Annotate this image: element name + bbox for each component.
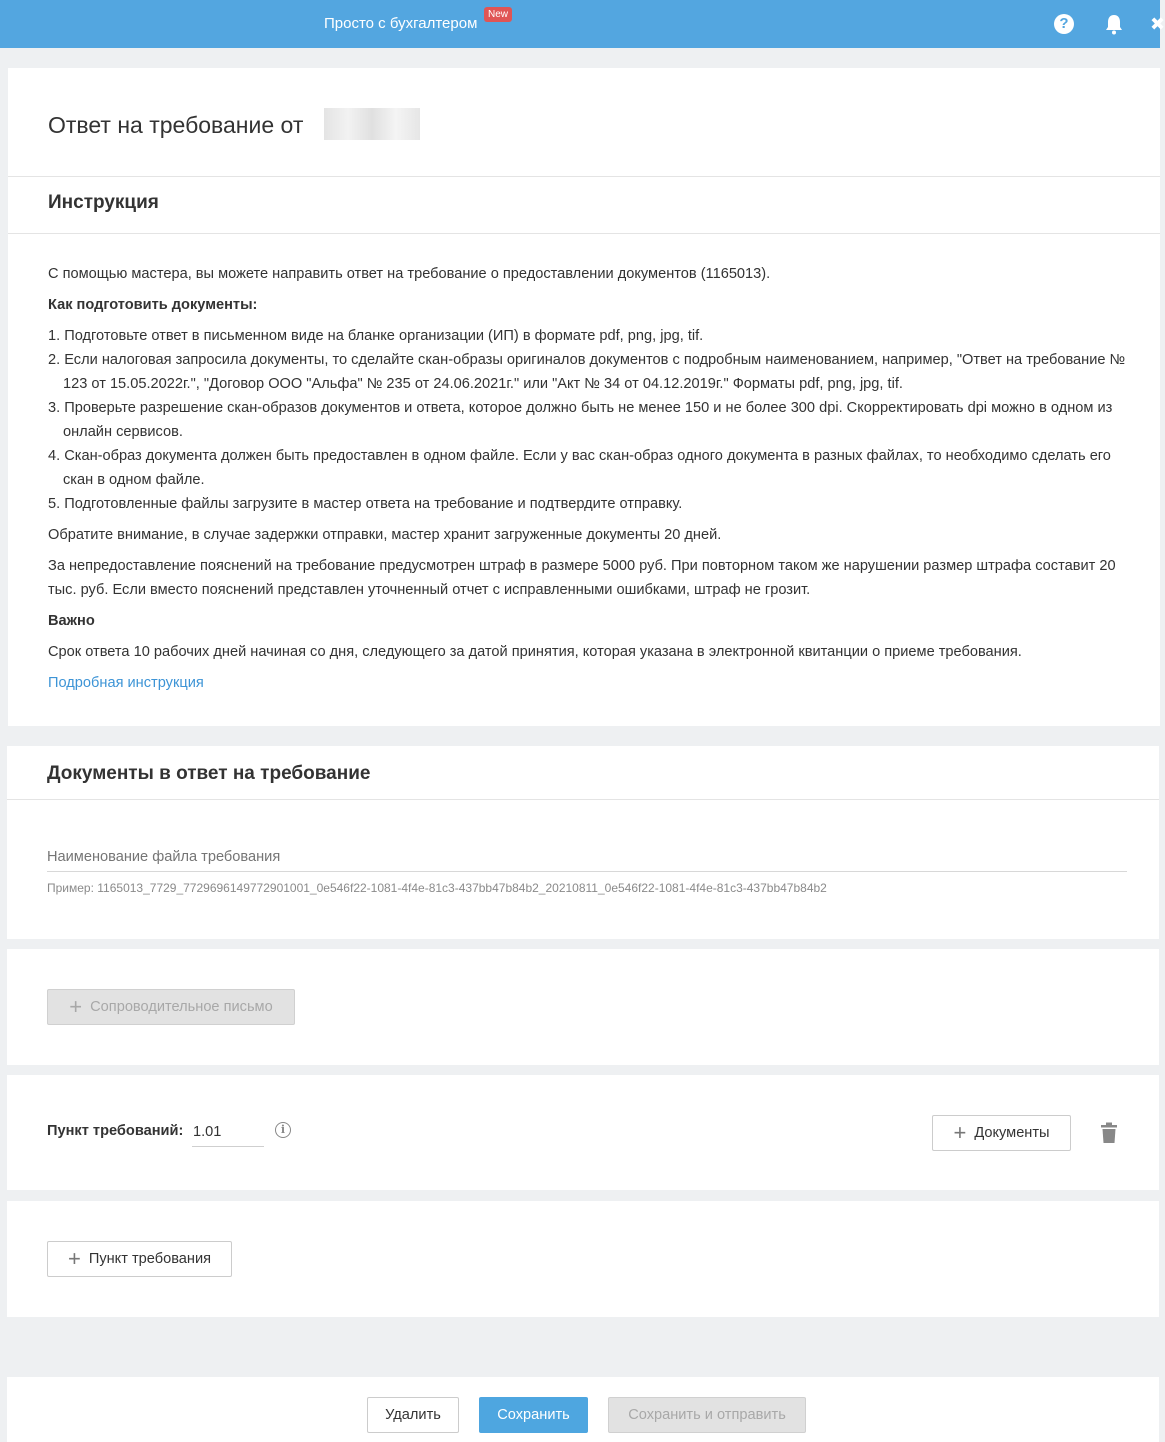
documents-title: Документы в ответ на требование [47,763,371,784]
instructions-title: Инструкция [48,192,159,213]
requirement-item-input[interactable] [192,1117,264,1147]
divider [7,799,1159,800]
add-requirement-item-button[interactable] [47,1241,232,1277]
requirement-item-card [7,1075,1159,1190]
bell-icon[interactable] [1104,13,1124,35]
deadline-text: Срок ответа 10 рабочих дней начиная со дня, следующего за датой принятия, которая указана в электронной квитанции о приеме требования. [48,644,1022,660]
list-item: 1. Подготовьте ответ в письменном виде на бланке организации (ИП) в формате pdf, png, jpg, tif. [48,328,704,344]
button-label: Документы [974,1125,1050,1141]
redacted-date [324,108,420,140]
documents-card [7,746,1159,939]
note-penalty: За непредоставление пояснений на требование предусмотрен штраф в размере 5000 руб. При повторном таком же нарушении размер штрафа составит 20 тыс. руб. Если вместо пояснений представлен уточненный отчет с исправленными ошибками, штраф не грозит. [48,558,1116,598]
button-label: Сопроводительное письмо [90,999,273,1015]
add-item-card [7,1201,1159,1317]
help-icon[interactable]: ? [1054,14,1074,34]
trash-icon[interactable] [1100,1122,1118,1144]
save-button[interactable]: Сохранить [479,1397,588,1433]
list-item: 5. Подготовленные файлы загрузите в мастер ответа на требование и подтвердите отправку. [48,496,683,512]
list-item: 2. Если налоговая запросила документы, то сделайте скан-образы оригиналов документов с подробным наименованием, например, "Ответ на требование № 123 от 15.05.2022г.", "Договор ООО "Альфа" № 235 от 24.06.2021г." или "Акт № 34 от 04.12.2019г." Форматы pdf, png, jpg, tif. [48,352,1126,392]
add-cover-letter-button[interactable] [47,989,295,1025]
add-documents-button[interactable] [932,1115,1071,1151]
list-item: 4. Скан-образ документа должен быть предоставлен в одном файле. Если у вас скан-образ одного документа в разных файлах, то необходимо сделать его скан в одном файле. [48,448,1111,488]
plus-icon: + [953,1120,967,1145]
page-header-card [8,68,1160,176]
info-icon[interactable]: i [275,1122,291,1138]
save-and-send-button[interactable]: Сохранить и отправить [608,1397,806,1433]
delete-button[interactable]: Удалить [367,1397,459,1433]
important-title: Важно [48,613,95,629]
plus-icon: + [67,1246,81,1271]
top-bar [0,0,1165,48]
new-badge: New [484,7,512,22]
footer-bar [7,1377,1159,1442]
divider [8,233,1160,234]
steps-list [48,324,1128,516]
instructions-body [48,262,1128,702]
requirement-item-label: Пункт требований: [47,1123,184,1139]
howto-title: Как подготовить документы: [48,297,258,313]
instructions-intro: С помощью мастера, вы можете направить ответ на требование о предоставлении документов (1165013). [48,266,771,282]
file-name-hint: Пример: 1165013_7729_7729696149772901001_0e546f22-1081-4f4e-81c3-437bb47b84b2_20210811_0e546f22-1081-4f4e-81c3-437bb47b84b2 [47,881,827,895]
plus-icon: + [69,994,83,1019]
divider [8,176,1160,177]
page-title: Ответ на требование от [48,112,304,138]
file-name-input[interactable] [47,842,1127,872]
more-icon[interactable]: ✖ [1150,14,1165,34]
detailed-instructions-link[interactable]: Подробная инструкция [48,675,204,691]
list-item: 3. Проверьте разрешение скан-образов документов и ответа, которое должно быть не менее 150 и не более 300 dpi. Скорректировать dpi можно в одном из онлайн сервисов. [48,400,1113,440]
button-label: Пункт требования [88,1251,212,1267]
note-storage: Обратите внимание, в случае задержки отправки, мастер хранит загруженные документы 20 дней. [48,527,722,543]
cover-letter-card [7,949,1159,1065]
instructions-card [8,176,1160,726]
promo-link[interactable]: Просто с бухгалтером [324,15,478,32]
